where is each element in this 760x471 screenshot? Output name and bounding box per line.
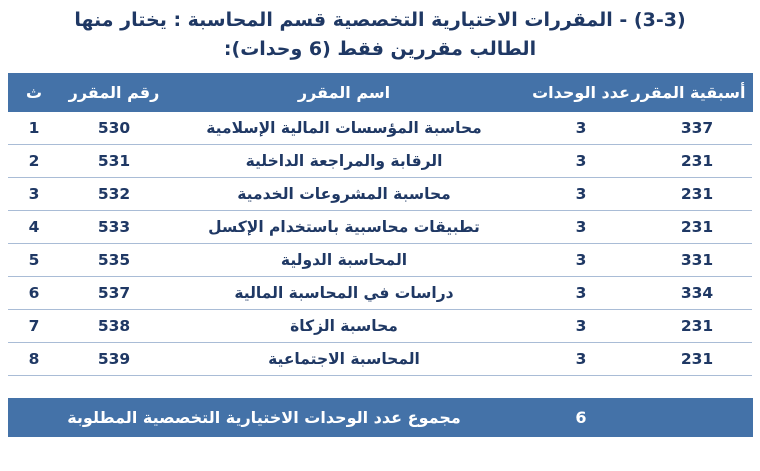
column-header-seq: ث	[8, 73, 60, 111]
cell-prereq: 334	[642, 276, 752, 309]
cell-prereq: 231	[642, 342, 752, 375]
cell-seq: 1	[8, 111, 60, 144]
spacer-cell	[8, 375, 60, 398]
cell-units: 3	[520, 144, 642, 177]
cell-course-name: محاسبة المشروعات الخدمية	[168, 177, 520, 210]
cell-course-number: 538	[60, 309, 168, 342]
table-row	[8, 177, 752, 210]
cell-course-number: 539	[60, 342, 168, 375]
cell-units: 3	[520, 210, 642, 243]
column-header-name: اسم المقرر	[168, 73, 520, 111]
page-title	[0, 0, 760, 73]
cell-course-name: دراسات في المحاسبة المالية	[168, 276, 520, 309]
spacer-cell	[520, 375, 642, 398]
cell-course-number: 532	[60, 177, 168, 210]
cell-seq: 7	[8, 309, 60, 342]
table-header-row	[8, 73, 752, 111]
cell-course-name: المحاسبة الاجتماعية	[168, 342, 520, 375]
cell-course-number: 537	[60, 276, 168, 309]
column-header-number: رقم المقرر	[60, 73, 168, 111]
page-title-line-1: (3-3) - المقررات الاختيارية التخصصية قسم المحاسبة : يختار منها	[74, 9, 686, 31]
cell-seq: 2	[8, 144, 60, 177]
cell-course-name: المحاسبة الدولية	[168, 243, 520, 276]
table-row	[8, 309, 752, 342]
table-row	[8, 210, 752, 243]
table-spacer-row	[8, 375, 752, 398]
cell-prereq: 331	[642, 243, 752, 276]
cell-units: 3	[520, 309, 642, 342]
cell-prereq: 231	[642, 144, 752, 177]
total-units-value: 6	[520, 398, 642, 436]
table-header	[8, 73, 752, 111]
cell-course-name: الرقابة والمراجعة الداخلية	[168, 144, 520, 177]
spacer-cell	[168, 375, 520, 398]
cell-course-name: محاسبة الزكاة	[168, 309, 520, 342]
cell-units: 3	[520, 342, 642, 375]
cell-course-number: 530	[60, 111, 168, 144]
cell-prereq: 231	[642, 210, 752, 243]
column-header-units: عدد الوحدات	[520, 73, 642, 111]
cell-course-number: 533	[60, 210, 168, 243]
table-row	[8, 342, 752, 375]
spacer-cell	[60, 375, 168, 398]
cell-seq: 5	[8, 243, 60, 276]
table-row	[8, 276, 752, 309]
total-empty-cell	[642, 398, 752, 436]
spacer-cell	[642, 375, 752, 398]
table-row	[8, 111, 752, 144]
table-row	[8, 243, 752, 276]
total-row	[8, 398, 752, 436]
table-footer	[8, 398, 752, 436]
cell-course-name: محاسبة المؤسسات المالية الإسلامية	[168, 111, 520, 144]
cell-course-number: 531	[60, 144, 168, 177]
table-row	[8, 144, 752, 177]
cell-seq: 8	[8, 342, 60, 375]
cell-seq: 4	[8, 210, 60, 243]
cell-course-name: تطبيقات محاسبية باستخدام الإكسل	[168, 210, 520, 243]
cell-prereq: 231	[642, 309, 752, 342]
cell-units: 3	[520, 177, 642, 210]
cell-course-number: 535	[60, 243, 168, 276]
cell-seq: 6	[8, 276, 60, 309]
cell-prereq: 337	[642, 111, 752, 144]
page-title-line-2: الطالب مقررين فقط (6 وحدات):	[223, 38, 537, 61]
column-header-prereq: أسبقية المقرر	[642, 73, 752, 111]
cell-seq: 3	[8, 177, 60, 210]
cell-units: 3	[520, 243, 642, 276]
cell-units: 3	[520, 276, 642, 309]
total-label: مجموع عدد الوحدات الاختيارية التخصصية المطلوبة	[8, 398, 520, 436]
table-body	[8, 111, 752, 398]
cell-units: 3	[520, 111, 642, 144]
cell-prereq: 231	[642, 177, 752, 210]
elective-courses-table	[8, 73, 753, 437]
